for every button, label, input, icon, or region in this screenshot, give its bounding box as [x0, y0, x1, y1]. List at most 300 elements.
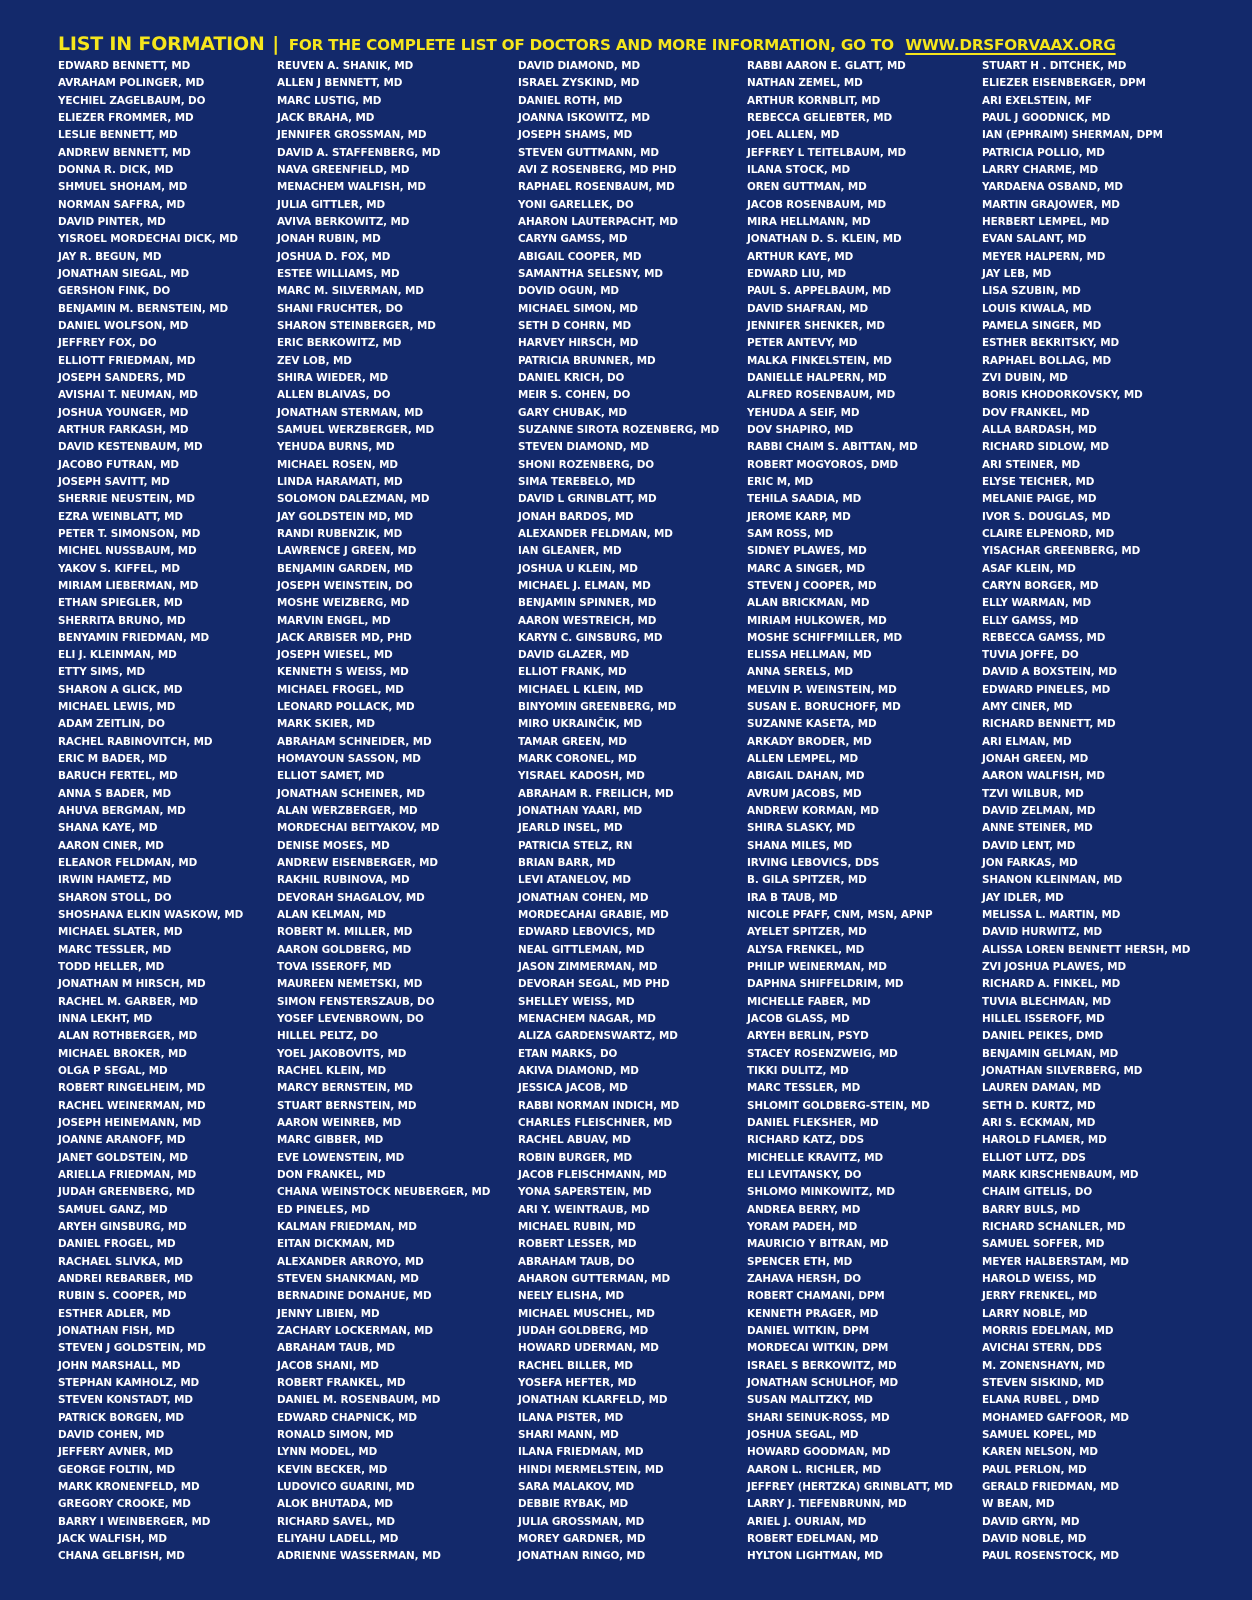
doctor-name: DAVID GLAZER, MD	[518, 649, 630, 662]
doctor-name: JACK WALFISH, MD	[58, 1532, 167, 1545]
doctor-name: SARA MALAKOV, MD	[518, 1480, 634, 1493]
doctor-name: ED PINELES, MD	[277, 1203, 370, 1216]
doctor-name: EZRA WEINBLATT, MD	[58, 510, 183, 523]
doctor-name: JACK BRAHA, MD	[277, 111, 375, 124]
doctor-name: MORDECAI WITKIN, DPM	[747, 1342, 889, 1355]
doctor-name: ROBERT MOGYOROS, DMD	[747, 458, 899, 471]
doctor-name: ARIELLA FRIEDMAN, MD	[58, 1169, 197, 1181]
doctor-name: MICHAEL FROGEL, MD	[277, 683, 404, 696]
doctor-name: JON FARKAS, MD	[982, 857, 1078, 870]
doctor-name: MICHAEL ROSEN, MD	[277, 458, 398, 471]
doctor-name: ANDREW EISENBERGER, MD	[277, 857, 438, 870]
doctor-name: SPENCER ETH, MD	[747, 1255, 853, 1268]
doctor-name: JACK ARBISER MD, PHD	[277, 631, 412, 644]
doctor-name: MARVIN ENGEL, MD	[277, 614, 391, 627]
doctor-name: JONATHAN RINGO, MD	[518, 1550, 646, 1563]
doctor-name: RACHEL RABINOVITCH, MD	[58, 735, 213, 748]
doctor-name: GEORGE FOLTIN, MD	[58, 1463, 176, 1476]
doctor-name: ROBERT EDELMAN, MD	[747, 1532, 879, 1545]
website-link[interactable]: WWW.DRSFORVAAX.ORG	[905, 36, 1116, 54]
doctor-name: ARI Y. WEINTRAUB, MD	[518, 1203, 650, 1216]
doctor-name: SHANI FRUCHTER, DO	[277, 302, 403, 315]
doctor-name: PETER T. SIMONSON, MD	[58, 527, 201, 540]
doctor-name: ROBIN BURGER, MD	[518, 1151, 633, 1164]
doctor-name: ABRAHAM R. FREILICH, MD	[518, 787, 674, 800]
doctor-name: RABBI AARON E. GLATT, MD	[747, 60, 906, 72]
doctor-name: AVI Z ROSENBERG, MD PHD	[518, 163, 677, 176]
doctor-name: YOSEFA HEFTER, MD	[518, 1376, 637, 1389]
doctor-name: SUSAN MALITZKY, MD	[747, 1394, 873, 1407]
doctor-name: MARK CORONEL, MD	[518, 753, 637, 766]
doctor-name: RACHAEL SLIVKA, MD	[58, 1255, 183, 1268]
doctor-name: SHERRIE NEUSTEIN, MD	[58, 493, 195, 506]
doctor-name: LARRY CHARME, MD	[982, 163, 1098, 176]
doctor-name: DANIELLE HALPERN, MD	[747, 371, 887, 384]
doctor-name: MARC LUSTIG, MD	[277, 94, 382, 107]
doctor-name: NAVA GREENFIELD, MD	[277, 163, 410, 176]
doctor-name: SHMUEL SHOHAM, MD	[58, 181, 188, 194]
doctor-name: EDWARD LIU, MD	[747, 267, 847, 280]
doctor-name: ALAN ROTHBERGER, MD	[58, 1030, 198, 1043]
doctor-name: ANNA SERELS, MD	[747, 666, 853, 679]
doctor-name: MICHAEL BROKER, MD	[58, 1047, 187, 1060]
doctor-name: SAMANTHA SELESNY, MD	[518, 267, 663, 280]
doctor-name: DANIEL KRICH, DO	[518, 371, 625, 384]
doctor-name: MICHEL NUSSBAUM, MD	[58, 545, 197, 558]
doctor-name: JEARLD INSEL, MD	[518, 822, 623, 835]
doctor-name: ARI ELMAN, MD	[982, 735, 1072, 748]
doctor-name: MARTIN GRAJOWER, MD	[982, 198, 1120, 211]
doctor-name: SETH D COHRN, MD	[518, 319, 632, 332]
doctor-name: ANDREA BERRY, MD	[747, 1203, 861, 1216]
doctor-name: JESSICA JACOB, MD	[518, 1082, 628, 1095]
doctor-name: STEVEN J COOPER, MD	[747, 579, 877, 592]
doctor-name: RACHEL M. GARBER, MD	[58, 995, 198, 1008]
doctor-name: MICHAEL L KLEIN, MD	[518, 683, 644, 696]
doctor-name: STEVEN DIAMOND, MD	[518, 441, 649, 454]
doctor-name: DOV SHAPIRO, MD	[747, 423, 854, 436]
doctor-name: SHARON A GLICK, MD	[58, 683, 183, 696]
doctor-name: ANDREW KORMAN, MD	[747, 805, 879, 818]
doctor-name: MARC TESSLER, MD	[747, 1082, 861, 1095]
doctor-name: SIMON FENSTERSZAUB, DO	[277, 995, 435, 1008]
doctor-name: SHARON STEINBERGER, MD	[277, 319, 436, 332]
doctor-name: AMY CINER, MD	[982, 701, 1073, 714]
doctor-name: MARK KRONENFELD, MD	[58, 1480, 200, 1493]
doctor-name: MARC A SINGER, MD	[747, 562, 865, 575]
doctor-name: IAN GLEANER, MD	[518, 545, 622, 558]
doctor-name: RICHARD BENNETT, MD	[982, 718, 1116, 731]
doctor-name: PAMELA SINGER, MD	[982, 319, 1102, 332]
doctor-name: MALKA FINKELSTEIN, MD	[747, 354, 892, 367]
doctor-name: TOVA ISSEROFF, MD	[277, 961, 392, 974]
doctor-name: JENNIFER SHENKER, MD	[747, 319, 885, 332]
doctor-name: JOANNA ISKOWITZ, MD	[518, 111, 650, 124]
doctor-name: BARRY BULS, MD	[982, 1203, 1081, 1216]
doctor-name: KENNETH PRAGER, MD	[747, 1307, 879, 1320]
doctor-name: JAY IDLER, MD	[982, 891, 1064, 904]
doctor-name: JOSEPH WIESEL, MD	[277, 649, 393, 662]
doctor-name: MELANIE PAIGE, MD	[982, 493, 1097, 506]
doctor-name: RAPHAEL BOLLAG, MD	[982, 354, 1112, 367]
doctor-name: JONATHAN SILVERBERG, MD	[982, 1065, 1143, 1078]
doctor-name: ELISSA HELLMAN, MD	[747, 649, 872, 662]
doctor-name: CLAIRE ELPENORD, MD	[982, 527, 1115, 540]
doctor-name: DANIEL FLEKSHER, MD	[747, 1117, 879, 1130]
doctor-name: JONATHAN COHEN, MD	[518, 891, 649, 904]
doctor-name: DANIEL PEIKES, DMD	[982, 1030, 1104, 1043]
doctor-name: EDWARD BENNETT, MD	[58, 60, 191, 72]
doctor-name: LAUREN DAMAN, MD	[982, 1082, 1101, 1095]
doctor-name: SAMUEL SOFFER, MD	[982, 1238, 1105, 1251]
doctor-name: BARRY I WEINBERGER, MD	[58, 1515, 211, 1528]
doctor-name: REBECCA GAMSS, MD	[982, 631, 1106, 644]
doctor-name: MICHAEL SIMON, MD	[518, 302, 638, 315]
doctor-name: DAVID L GRINBLATT, MD	[518, 493, 657, 506]
doctor-name: JACOB ROSENBAUM, MD	[747, 198, 887, 211]
doctor-name: DAVID PINTER, MD	[58, 215, 166, 228]
doctor-name: PETER ANTEVY, MD	[747, 337, 858, 350]
doctor-name: IAN (EPHRAIM) SHERMAN, DPM	[982, 129, 1163, 142]
doctor-name: MAUREEN NEMETSKI, MD	[277, 978, 423, 991]
doctor-name: JOSEPH WEINSTEIN, DO	[277, 579, 413, 592]
doctor-name: STEVEN J GOLDSTEIN, MD	[58, 1342, 206, 1355]
doctor-name: SAMUEL KOPEL, MD	[982, 1428, 1097, 1441]
doctor-name: MOSHE WEIZBERG, MD	[277, 597, 410, 610]
doctor-name: NORMAN SAFFRA, MD	[58, 198, 186, 211]
doctor-name: LARRY NOBLE, MD	[982, 1307, 1088, 1320]
doctor-name: STACEY ROSENZWEIG, MD	[747, 1047, 898, 1060]
doctor-name: PATRICIA STELZ, RN	[518, 839, 633, 852]
doctor-name: ROBERT FRANKEL, MD	[277, 1376, 406, 1389]
doctor-name: ELLIOT SAMET, MD	[277, 770, 385, 783]
doctor-name: ARI EXELSTEIN, MF	[982, 94, 1092, 107]
doctor-name: KEVIN BECKER, MD	[277, 1463, 388, 1476]
doctor-name: ZAHAVA HERSH, DO	[747, 1272, 861, 1285]
doctor-name: SHIRA SLASKY, MD	[747, 822, 856, 835]
doctor-name: ARYEH GINSBURG, MD	[58, 1220, 187, 1233]
doctor-name: YONA SAPERSTEIN, MD	[518, 1186, 652, 1199]
doctor-name: MARC GIBBER, MD	[277, 1134, 384, 1147]
doctor-column-1	[58, 58, 243, 1566]
doctor-name: TODD HELLER, MD	[58, 961, 165, 974]
doctor-name: RICHARD KATZ, DDS	[747, 1134, 864, 1147]
doctor-name: TZVI WILBUR, MD	[982, 787, 1084, 800]
doctor-name: DEVORAH SEGAL, MD PHD	[518, 978, 670, 991]
doctor-name: TEHILA SAADIA, MD	[747, 493, 862, 506]
doctor-name: AHARON LAUTERPACHT, MD	[518, 215, 678, 228]
doctor-name: SAMUEL GANZ, MD	[58, 1203, 168, 1216]
doctor-name: ETHAN SPIEGLER, MD	[58, 597, 183, 610]
doctor-name: AARON WEINREB, MD	[277, 1117, 402, 1130]
doctor-name: AHUVA BERGMAN, MD	[58, 805, 186, 818]
doctor-name: AKIVA DIAMOND, MD	[518, 1065, 639, 1078]
doctor-name: PATRICIA POLLIO, MD	[982, 146, 1105, 159]
doctor-name: LINDA HARAMATI, MD	[277, 475, 403, 488]
doctor-name: LOUIS KIWALA, MD	[982, 302, 1092, 315]
doctor-name: DAVID HURWITZ, MD	[982, 926, 1103, 939]
doctor-name: ADRIENNE WASSERMAN, MD	[277, 1550, 441, 1563]
doctor-name: DAPHNA SHIFFELDRIM, MD	[747, 978, 904, 991]
doctor-name: CHANA GELBFISH, MD	[58, 1550, 185, 1563]
doctor-name: ALEXANDER ARROYO, MD	[277, 1255, 424, 1268]
doctor-name: ZVI JOSHUA PLAWES, MD	[982, 961, 1126, 974]
header-separator: |	[272, 33, 280, 55]
doctor-name: EVE LOWENSTEIN, MD	[277, 1151, 405, 1164]
doctor-name: ILANA FRIEDMAN, MD	[518, 1446, 644, 1459]
doctor-name: NEELY ELISHA, MD	[518, 1290, 624, 1303]
doctor-name: MARCY BERNSTEIN, MD	[277, 1082, 413, 1095]
doctor-name: SUZANNE SIROTA ROZENBERG, MD	[518, 423, 720, 436]
doctor-name: PATRICK BORGEN, MD	[58, 1411, 184, 1424]
doctor-name: NATHAN ZEMEL, MD	[747, 77, 863, 90]
doctor-name: KAREN NELSON, MD	[982, 1446, 1098, 1459]
doctor-name: CHANA WEINSTOCK NEUBERGER, MD	[277, 1186, 491, 1199]
doctor-name: BRIAN BARR, MD	[518, 857, 616, 870]
doctor-name: PATRICIA BRUNNER, MD	[518, 354, 656, 367]
doctor-name: LESLIE BENNETT, MD	[58, 129, 178, 142]
doctor-name: CHAIM GITELIS, DO	[982, 1186, 1093, 1199]
doctor-name: ELEANOR FELDMAN, MD	[58, 857, 198, 870]
doctor-name: ELI LEVITANSKY, DO	[747, 1169, 862, 1181]
doctor-name: EDWARD PINELES, MD	[982, 683, 1111, 696]
doctor-name: ROBERT CHAMANI, DPM	[747, 1290, 885, 1303]
doctor-name: GERSHON FINK, DO	[58, 285, 171, 298]
doctor-name: MEYER HALBERSTAM, MD	[982, 1255, 1129, 1268]
doctor-name: OREN GUTTMAN, MD	[747, 181, 867, 194]
doctor-name: STEVEN SISKIND, MD	[982, 1376, 1104, 1389]
doctor-name: DANIEL WOLFSON, MD	[58, 319, 189, 332]
doctor-name: SHERRITA BRUNO, MD	[58, 614, 186, 627]
doctor-name: SHONI ROZENBERG, DO	[518, 458, 655, 471]
doctor-name: ISRAEL ZYSKIND, MD	[518, 77, 640, 90]
doctor-name: YISROEL MORDECHAI DICK, MD	[58, 233, 238, 246]
doctor-name: MELISSA L. MARTIN, MD	[982, 909, 1121, 922]
doctor-name: DEBBIE RYBAK, MD	[518, 1498, 629, 1511]
doctor-name: GERALD FRIEDMAN, MD	[982, 1480, 1119, 1493]
header	[58, 33, 1232, 55]
doctor-name: SHANA KAYE, MD	[58, 822, 158, 835]
doctor-name: YARDAENA OSBAND, MD	[982, 181, 1123, 194]
doctor-name: AVISHAI T. NEUMAN, MD	[58, 389, 198, 402]
doctor-name: ESTHER BEKRITSKY, MD	[982, 337, 1119, 350]
doctor-name: HYLTON LIGHTMAN, MD	[747, 1550, 883, 1563]
doctor-name: DAVID A BOXSTEIN, MD	[982, 666, 1117, 679]
doctor-name: IVOR S. DOUGLAS, MD	[982, 510, 1111, 523]
doctor-name: OLGA P SEGAL, MD	[58, 1065, 168, 1078]
doctor-name: ELI J. KLEINMAN, MD	[58, 649, 177, 662]
doctor-name: SETH D. KURTZ, MD	[982, 1099, 1096, 1112]
doctor-name: JULIA GITTLER, MD	[277, 198, 386, 211]
doctor-name: IRA B TAUB, MD	[747, 891, 838, 904]
doctor-name: SHELLEY WEISS, MD	[518, 995, 635, 1008]
doctor-name: PHILIP WEINERMAN, MD	[747, 961, 887, 974]
doctor-name: ALLEN LEMPEL, MD	[747, 753, 859, 766]
doctor-name: IRVING LEBOVICS, DDS	[747, 857, 880, 870]
doctor-name: ARYEH BERLIN, PSYD	[747, 1030, 869, 1043]
doctor-name: RUBIN S. COOPER, MD	[58, 1290, 187, 1303]
doctor-name: JONATHAN KLARFELD, MD	[518, 1394, 668, 1407]
doctor-name: JUDAH GREENBERG, MD	[58, 1186, 195, 1199]
doctor-name: M. ZONENSHAYN, MD	[982, 1359, 1106, 1372]
doctor-name: SHANA MILES, MD	[747, 839, 853, 852]
doctor-name: HAROLD WEISS, MD	[982, 1272, 1097, 1285]
doctor-name: AARON CINER, MD	[58, 839, 164, 852]
doctor-name: REBECCA GELIEBTER, MD	[747, 111, 892, 124]
doctor-name: LYNN MODEL, MD	[277, 1446, 378, 1459]
doctor-name: ABRAHAM TAUB, MD	[277, 1342, 395, 1355]
doctor-name: DAVID DIAMOND, MD	[518, 60, 640, 72]
doctor-name: JOSEPH HEINEMANN, MD	[58, 1117, 201, 1130]
doctor-name: JOEL ALLEN, MD	[747, 129, 840, 142]
doctor-name: STUART H . DITCHEK, MD	[982, 60, 1127, 72]
doctor-name: JONATHAN FISH, MD	[58, 1324, 175, 1337]
doctor-name: DANIEL FROGEL, MD	[58, 1238, 176, 1251]
doctor-name: DAVID SHAFRAN, MD	[747, 302, 868, 315]
doctor-name: RONALD SIMON, MD	[277, 1428, 394, 1441]
doctor-name: JULIA GROSSMAN, MD	[518, 1515, 645, 1528]
doctor-name: JEFFREY (HERTZKA) GRINBLATT, MD	[747, 1480, 953, 1493]
doctor-name: TIKKI DULITZ, MD	[747, 1065, 849, 1078]
doctor-name: MOSHE SCHIFFMILLER, MD	[747, 631, 903, 644]
doctor-name: JAY LEB, MD	[982, 267, 1052, 280]
doctor-name: LISA SZUBIN, MD	[982, 285, 1081, 298]
doctor-name: RACHEL KLEIN, MD	[277, 1065, 386, 1078]
doctor-name: BORIS KHODORKOVSKY, MD	[982, 389, 1143, 402]
doctor-name: LAWRENCE J GREEN, MD	[277, 545, 417, 558]
doctor-name: KENNETH S WEISS, MD	[277, 666, 409, 679]
doctor-name: ISRAEL S BERKOWITZ, MD	[747, 1359, 897, 1372]
doctor-name: MICHAEL RUBIN, MD	[518, 1220, 636, 1233]
doctor-name: SHOSHANA ELKIN WASKOW, MD	[58, 909, 244, 922]
doctor-name: ALIZA GARDENSWARTZ, MD	[518, 1030, 678, 1043]
doctor-name: JONATHAN STERMAN, MD	[277, 406, 424, 419]
doctor-name: MOREY GARDNER, MD	[518, 1532, 646, 1545]
doctor-name: CARYN GAMSS, MD	[518, 233, 628, 246]
doctor-name: MEIR S. COHEN, DO	[518, 389, 631, 402]
doctor-name: PAUL PERLON, MD	[982, 1463, 1087, 1476]
doctor-name: SAMUEL WERZBERGER, MD	[277, 423, 435, 436]
doctor-name: EVAN SALANT, MD	[982, 233, 1087, 246]
doctor-name: KALMAN FRIEDMAN, MD	[277, 1220, 417, 1233]
doctor-name: NICOLE PFAFF, CNM, MSN, APNP	[747, 909, 933, 922]
doctor-name: PAUL J GOODNICK, MD	[982, 111, 1111, 124]
doctor-name: ZVI DUBIN, MD	[982, 371, 1068, 384]
doctor-name: SHARON STOLL, DO	[58, 891, 172, 904]
doctor-name: DAVID ZELMAN, MD	[982, 805, 1096, 818]
doctor-name: AVRUM JACOBS, MD	[747, 787, 862, 800]
doctor-name: YOEL JAKOBOVITS, MD	[277, 1047, 407, 1060]
doctor-name: SUSAN E. BORUCHOFF, MD	[747, 701, 901, 714]
doctor-name: SAM ROSS, MD	[747, 527, 834, 540]
doctor-name: MENACHEM NAGAR, MD	[518, 1013, 656, 1026]
doctor-name: JOSHUA D. FOX, MD	[277, 250, 391, 263]
doctor-name: JONATHAN M HIRSCH, MD	[58, 978, 206, 991]
doctor-name: DEVORAH SHAGALOV, MD	[277, 891, 425, 904]
doctor-name: JEFFERY AVNER, MD	[58, 1446, 174, 1459]
doctor-column-5	[982, 58, 1190, 1566]
doctor-name: MELVIN P. WEINSTEIN, MD	[747, 683, 897, 696]
doctor-name: HILLEL ISSEROFF, MD	[982, 1013, 1105, 1026]
doctor-name: BENJAMIN GELMAN, MD	[982, 1047, 1119, 1060]
doctor-name: TUVIA BLECHMAN, MD	[982, 995, 1111, 1008]
doctor-name: ALAN KELMAN, MD	[277, 909, 386, 922]
doctor-name: ELLIOT LUTZ, DDS	[982, 1151, 1086, 1164]
doctor-name: JUDAH GOLDBERG, MD	[518, 1324, 649, 1337]
doctor-name: DON FRANKEL, MD	[277, 1169, 386, 1181]
doctor-name: AHARON GUTTERMAN, MD	[518, 1272, 671, 1285]
doctor-name: ALLEN J BENNETT, MD	[277, 77, 403, 90]
doctor-name: ARI STEINER, MD	[982, 458, 1081, 471]
doctor-name: DONNA R. DICK, MD	[58, 163, 174, 176]
doctor-name: REUVEN A. SHANIK, MD	[277, 60, 414, 72]
doctor-name: JAY R. BEGUN, MD	[58, 250, 162, 263]
doctor-name: PAUL ROSENSTOCK, MD	[982, 1550, 1119, 1563]
doctor-name: JONAH GREEN, MD	[982, 753, 1089, 766]
doctor-name: JEROME KARP, MD	[747, 510, 851, 523]
doctor-name: BARUCH FERTEL, MD	[58, 770, 178, 783]
doctor-name: MAURICIO Y BITRAN, MD	[747, 1238, 889, 1251]
doctor-name: SIDNEY PLAWES, MD	[747, 545, 867, 558]
doctor-name: HERBERT LEMPEL, MD	[982, 215, 1110, 228]
doctor-name: DAVID NOBLE, MD	[982, 1532, 1087, 1545]
doctor-name: ABRAHAM TAUB, DO	[518, 1255, 635, 1268]
doctor-name: SHANON KLEINMAN, MD	[982, 874, 1123, 887]
doctor-name: IRWIN HAMETZ, MD	[58, 874, 172, 887]
doctor-name: HOMAYOUN SASSON, MD	[277, 753, 421, 766]
doctor-name: ILANA PISTER, MD	[518, 1411, 624, 1424]
doctor-name: HARVEY HIRSCH, MD	[518, 337, 639, 350]
doctor-name: JAY GOLDSTEIN MD, MD	[277, 510, 414, 523]
doctor-name: MIRIAM HULKOWER, MD	[747, 614, 887, 627]
doctor-name: JONAH RUBIN, MD	[277, 233, 381, 246]
doctor-name: JACOBO FUTRAN, MD	[58, 458, 179, 471]
doctor-name: ELLY GAMSS, MD	[982, 614, 1079, 627]
doctor-name: RAKHIL RUBINOVA, MD	[277, 874, 410, 887]
doctor-column-4	[747, 58, 953, 1566]
doctor-name: BENJAMIN GARDEN, MD	[277, 562, 413, 575]
doctor-name: MORRIS EDELMAN, MD	[982, 1324, 1114, 1337]
doctor-name: HILLEL PELTZ, DO	[277, 1030, 378, 1043]
doctor-name: YISRAEL KADOSH, MD	[518, 770, 645, 783]
header-title: LIST IN FORMATION	[58, 33, 265, 55]
doctor-name: YORAM PADEH, MD	[747, 1220, 858, 1233]
doctor-name: B. GILA SPITZER, MD	[747, 874, 867, 887]
doctor-name: JONATHAN SIEGAL, MD	[58, 267, 190, 280]
doctor-name: JEFFREY FOX, DO	[58, 337, 157, 350]
doctor-name: ANNE STEINER, MD	[982, 822, 1093, 835]
doctor-name: YEHUDA A SEIF, MD	[747, 406, 860, 419]
doctor-name: MORDECHAI BEITYAKOV, MD	[277, 822, 440, 835]
doctor-name: JONATHAN SCHEINER, MD	[277, 787, 425, 800]
doctor-name: ALOK BHUTADA, MD	[277, 1498, 393, 1511]
doctor-name: PAUL S. APPELBAUM, MD	[747, 285, 891, 298]
doctor-name: DOV FRANKEL, MD	[982, 406, 1090, 419]
doctor-name: BINYOMIN GREENBERG, MD	[518, 701, 677, 714]
doctor-name: MICHELLE KRAVITZ, MD	[747, 1151, 884, 1164]
doctor-name: ANDREI REBARBER, MD	[58, 1272, 193, 1285]
doctor-name: EITAN DICKMAN, MD	[277, 1238, 395, 1251]
doctor-name: MARK SKIER, MD	[277, 718, 375, 731]
doctor-name: RICHARD A. FINKEL, MD	[982, 978, 1121, 991]
doctor-name: ASAF KLEIN, MD	[982, 562, 1076, 575]
doctor-name: SIMA TEREBELO, MD	[518, 475, 636, 488]
doctor-name: ALISSA LOREN BENNETT HERSH, MD	[982, 943, 1191, 956]
doctor-name: RANDI RUBENZIK, MD	[277, 527, 403, 540]
doctor-name: YOSEF LEVENBROWN, DO	[277, 1013, 424, 1026]
doctor-name: DAVID GRYN, MD	[982, 1515, 1080, 1528]
doctor-name: ALAN BRICKMAN, MD	[747, 597, 870, 610]
